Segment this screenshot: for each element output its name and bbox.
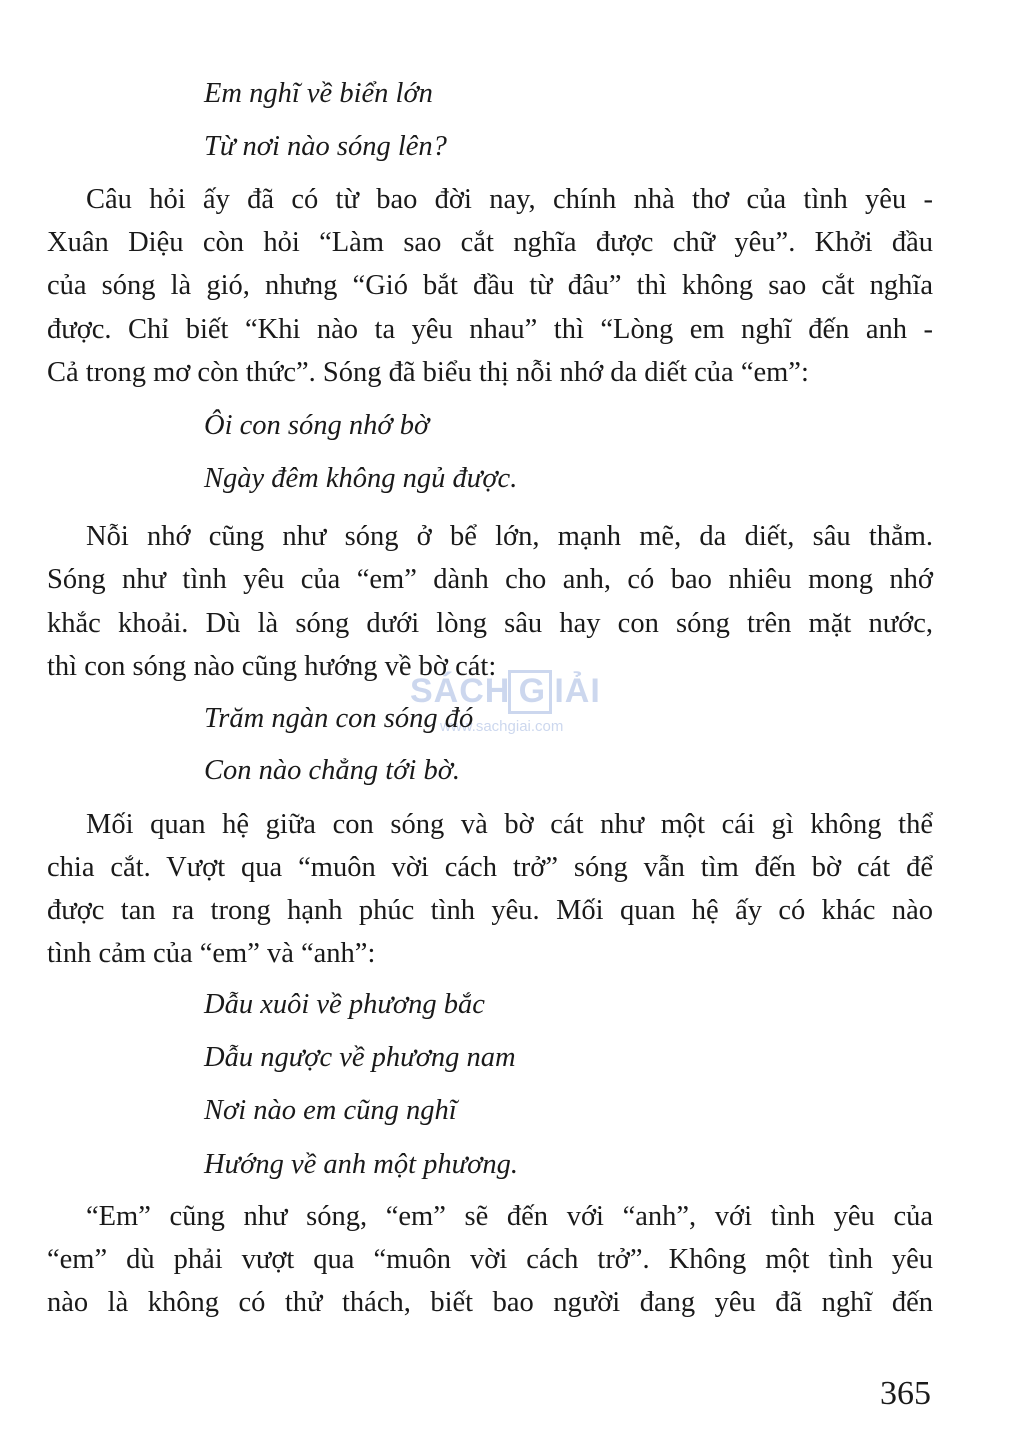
paragraph-line: Xuân Diệu còn hỏi “Làm sao cắt nghĩa được chữ yêu”. Khởi đầu xyxy=(47,227,933,258)
verse-line: Từ nơi nào sóng lên? xyxy=(204,131,447,162)
watermark-brand-left: SÁCH xyxy=(410,672,511,710)
verse-line: Ôi con sóng nhớ bờ xyxy=(204,410,430,441)
paragraph-line: được. Chỉ biết “Khi nào ta yêu nhau” thì “Lòng em nghĩ đến anh - xyxy=(47,314,933,345)
paragraph-line: “Em” cũng như sóng, “em” sẽ đến với “anh”, với tình yêu của xyxy=(86,1201,933,1232)
paragraph-line: Sóng như tình yêu của “em” dành cho anh, có bao nhiêu mong nhớ xyxy=(47,564,933,595)
verse-line: Em nghĩ về biển lớn xyxy=(204,78,433,109)
paragraph-line: thì con sóng nào cũng hướng về bờ cát: xyxy=(47,651,497,682)
paragraph-line: Nỗi nhớ cũng như sóng ở bể lớn, mạnh mẽ, da diết, sâu thẳm. xyxy=(86,521,933,552)
verse-line: Nơi nào em cũng nghĩ xyxy=(204,1095,457,1126)
paragraph-line: nào là không có thử thách, biết bao người đang yêu đã nghĩ đến xyxy=(47,1287,933,1318)
watermark-url: www.sachgiai.com xyxy=(440,718,564,735)
page-number: 365 xyxy=(880,1375,931,1412)
paragraph-line: được tan ra trong hạnh phúc tình yêu. Mối quan hệ ấy có khác nào xyxy=(47,895,933,926)
paragraph-line: Mối quan hệ giữa con sóng và bờ cát như một cái gì không thể xyxy=(86,809,933,840)
paragraph-line: Câu hỏi ấy đã có từ bao đời nay, chính nhà thơ của tình yêu - xyxy=(86,184,933,215)
watermark-brand-mid: G xyxy=(518,672,547,710)
paragraph-line: tình cảm của “em” và “anh”: xyxy=(47,938,376,969)
verse-line: Dẫu xuôi về phương bắc xyxy=(204,989,485,1020)
watermark-brand-right: IẢI xyxy=(554,672,601,710)
paragraph-line: “em” dù phải vượt qua “muôn vời cách trở”. Không một tình yêu xyxy=(47,1244,933,1275)
paragraph-line: chia cắt. Vượt qua “muôn vời cách trở” sóng vẫn tìm đến bờ cát để xyxy=(47,852,933,883)
paragraph-line: của sóng là gió, nhưng “Gió bắt đầu từ đâu” thì không sao cắt nghĩa xyxy=(47,270,933,301)
verse-line: Trăm ngàn con sóng đó xyxy=(204,703,474,734)
verse-line: Dẫu ngược về phương nam xyxy=(204,1042,516,1073)
verse-line: Con nào chẳng tới bờ. xyxy=(204,755,461,786)
verse-line: Hướng về anh một phương. xyxy=(204,1149,519,1180)
paragraph-line: Cả trong mơ còn thức”. Sóng đã biểu thị nỗi nhớ da diết của “em”: xyxy=(47,357,809,388)
paragraph-line: khắc khoải. Dù là sóng dưới lòng sâu hay con sóng trên mặt nước, xyxy=(47,608,933,639)
verse-line: Ngày đêm không ngủ được. xyxy=(204,463,518,494)
